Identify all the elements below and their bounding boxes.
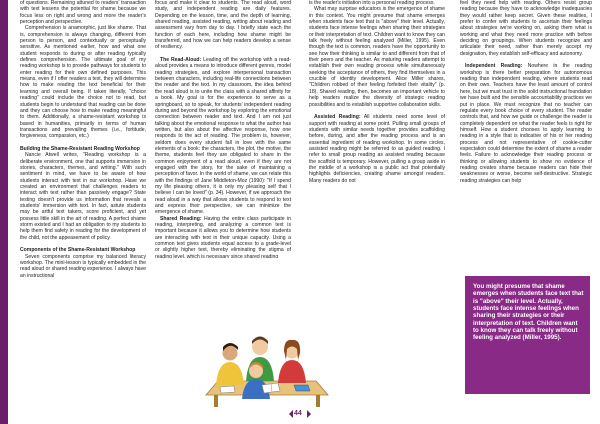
paragraph: feel they need help with reading. Others resist group reading because they have to acknowledge inadequacies they would rather keep secret. Given these realities, I prefer to confer with students to ascertain their feelings about strategies we're working on, asking them what is working and what they need more practice with before deciding on groupings. When students recognize and articulate their need, rather than merely accept my designation, they establish self-efficacy and autonomy. <box>460 0 592 57</box>
paragraph <box>309 114 445 184</box>
paragraph: focus and make it clear to students. The read aloud, word study, and independent reading are daily features. Depending on the lesson, time, and the depth of learning, shared reading, assisted reading, writing about reading and assessment vary from day to day. I briefly state each the function of each here, including how shame might be transferred, and how we can help readers develop a sense of resiliency. <box>155 0 291 51</box>
column-1 <box>20 0 146 412</box>
paragraph: of questions. Remaining attuned to readers' transaction with text lessens the potential for shame because we focus less on right and wrong and more the reader's perception and perspective. <box>20 0 146 26</box>
paragraph: Nancie Atwell writes, "Reading workshop is a deliberate environment, one that supports immersion in stories, characters, themes, and writing." With such sentiment in mind, we have to be aware of how students interact with text in our workshop. Have we created an environment that challenges readers to interact with text rather than passively engage? State testing doesn't provide us information that reveals a students' immersion with text. In fact, astute students may be artful text takers, score proficient, and yet possess little skill in the art of reading. A perfect shame storm existed and I had an obligation to my students to help them find safety in reading for the development of the child, not the appeasement of policy. <box>20 152 146 241</box>
section-heading: Building the Shame-Resistant Reading Workshop <box>20 145 140 152</box>
run-in-heading: Shared Reading: <box>160 215 202 222</box>
paragraph-text: Having the entire class participate in reading, interpreting, and analyzing a common text is important because it allows you to determine how students are interacting with text in their unique capacity. Using a common text gives students equal access to a grade-level or slightly higher text, thereby eliminating the stigma of reading level, which is necessary since shared reading <box>155 215 291 258</box>
paragraph: Seven components comprise my balanced literacy workshop. The mini-lesson is typically embedded in the read aloud or shared reading experience. I always have an instructional <box>20 253 146 279</box>
column-3 <box>309 0 445 275</box>
students-reading-illustration <box>198 327 336 409</box>
column-4 <box>460 0 592 268</box>
paragraph <box>155 57 291 216</box>
paragraph: is the reader's initiation into a personal reading process. <box>309 0 435 6</box>
run-in-heading: The Read-Aloud: <box>160 57 202 64</box>
page-edge-bar <box>0 0 8 424</box>
page-number-badge <box>289 409 311 419</box>
paragraph-text: All students need some level of support with reading at some point. Pulling small groups of students with similar needs together provides scaffolding before, during, and after the reading process and is an essential ingredient of reading workshop. In some circles, assisted reading might be referred to as guided reading. I refer to small group reading as assisted reading because the scaffold is temporary. However, pulling a group aside in the middle of a workshop is a public act that potentially highlights deficiencies, creating shame amongst readers. Many readers do not <box>309 114 445 184</box>
paragraph <box>155 216 291 258</box>
column-2 <box>155 0 291 258</box>
pull-quote-text: You might presume that shame emerges when students face text that is "above" their level. Actually, students face intense feelings when sharing their strategies or their interpretation of text. Children want to know they can talk freely without feeling analyzed (Miller, 1995). <box>473 283 584 342</box>
run-in-heading: Independent Reading: <box>465 63 523 70</box>
paragraph: Comprehension is anamorphic, just like shame. That is, comprehension is always changing, different from person to person, and contextually or perceptually sensitive. As mentioned earlier, how and what one student responds to during or after reading typically defines comprehension. The ultimate goal of my reading workshop is to provide pathways for students to enter reading for their own defined purposes. This means, even if I offer readers a text, they will determine how to make reading the text beneficial for their learning and overall being. If taken literally, "choice reading" could include the choice not to read, but students begin to understand that reading can be done and they can choose how to make reading meaningful to them. Additionally, a shame-resistant workshop is based in humanities, primarily in terms of human transactions and prevailing themes (i.e., fortitude, forgiveness, compassion, etc.) <box>20 25 146 140</box>
paragraph <box>460 63 592 184</box>
run-in-heading: Assisted Reading: <box>314 114 361 121</box>
paragraph-text: Nowhere in the reading workshop is there better preparation for autonomous reading than independent reading, where students read on their own. Teachers have the least amount of control here, but we must trust in the solid instructional foundation we have built and the sensible accountability practices we put in place. We must recognize that no teacher can regulate every book choice of every student. The reader controls that, and how we guide or challenge the reader is completely dependent on what the reader feels is right for himself. How a student chooses to apply learning to reading in a style that is indicative of his or her reading process and not representative of cookie-cutter expectation could determine the extent of shame a reader feels. Failure to acknowledge their reading process or thinking or allowing students to show no evidence of reading creates shame because readers can hide their weaknesses or worse, become self-destructive. Strategic reading strategies can help <box>460 63 592 184</box>
paragraph-text: Leading off the workshop with a read-aloud provides a means to introduce different genres, model reading strategies, and explore interpersonal transaction between characters, including real-life connections between the reader and the text. In my classroom, the idea behind the read aloud is to unite the class with a shared affinity for a book. My goal is for the experience to serve as a springboard, so to speak, for students' independent reading during and beyond the workshop by exploring the emotional connection between reader and text. And I am not just talking about the emotional response to what the author has written, but also about the affective response, how one responds to the act of reading. The problem is, however, seldom does every student fall in love with the same elements of a book: the characters, the plot, the motive, the theme, students feel they are obligated to share in the common enjoyment of a read aloud, even if they are not engaged with the story, for the sake of maintaining a perception of favor. In the world of shame, we can relate this with the findings of Jane Middleton-Moz (1990): "If I spend my life pleasing others, it is only my pleasing self that I believe I can be loved" (p. 34). However, if we approach the read aloud in a way that allows students to respond to text and express their perspective, we can minimize the emergence of shame. <box>155 57 291 216</box>
section-heading: Components of the Shame-Resistant Workshop <box>20 247 136 254</box>
page-number: 44 <box>294 410 302 417</box>
paragraph: What may surprise educators is the emergence of shame in this context. You might presume that shame emerges when students face text that is "above" their level. Actually, students face intense feelings when sharing their strategies or their interpretation of text. Children want to know they can talk freely without feeling analyzed (Miller, 1995). Even though the text is common, readers have the opportunity to see how their thinking is similar to and different from that of their peers and the teacher. As maturing readers attempt to establish their own reading process while simultaneously seeking the acceptance of others, they find themselves in a crucible of identity development. Alice Miller shares, "Children robbed of their feeling forfeited their vitality" (p. 18). Shared reading, then, becomes an important vehicle to help readers realize the diversity of strategic reading possibilities and to establish supportive collaboration skills. <box>309 6 445 108</box>
